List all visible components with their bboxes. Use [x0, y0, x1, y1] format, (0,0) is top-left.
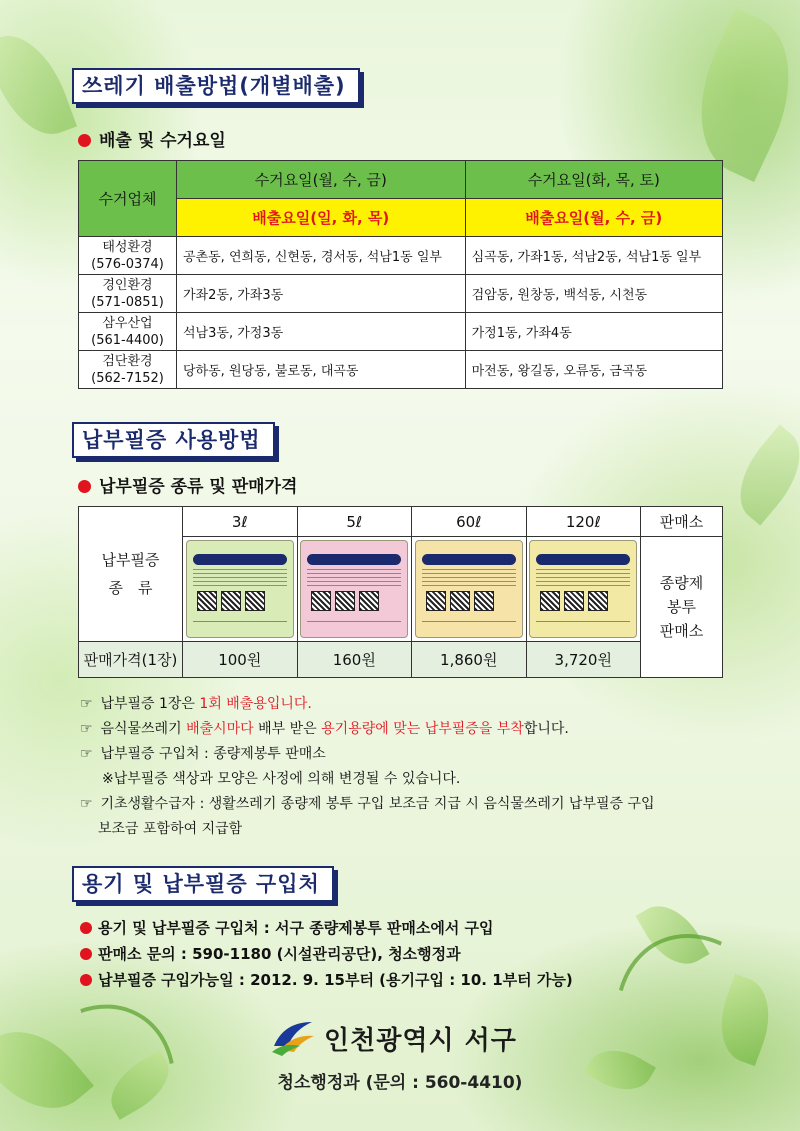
- ticket-image-cell: [297, 537, 412, 642]
- group2-area-cell: 마전동, 왕길동, 오류동, 금곡동: [465, 351, 722, 389]
- price-row: [79, 642, 723, 678]
- list-item: 판매소 문의 : 590-1180 (시설관리공단), 청소행정과: [80, 941, 573, 967]
- note-item: ☞ 음식물쓰레기 배출시마다 배부 받은 용기용량에 맞는 납부필증을 부착합니다.: [80, 717, 740, 742]
- group1-area-cell: 당하동, 원당동, 불로동, 대곡동: [177, 351, 466, 389]
- decorative-leaf: [0, 23, 77, 147]
- section-title-purchase-place: 용기 및 납부필증 구입처: [72, 866, 334, 902]
- org-name: 인천광역시 서구: [324, 1026, 517, 1056]
- ticket-stamp-3l: [186, 540, 294, 638]
- seo-gu-logo-icon: [270, 1016, 316, 1056]
- ticket-stamp-60l: [415, 540, 523, 638]
- note-item-continued: 보조금 포함하여 지급함: [98, 821, 243, 837]
- purchase-info-list: [80, 915, 573, 993]
- section-title-ticket-usage: 납부필증 사용방법: [72, 422, 275, 458]
- seller-cell: 종량제 봉투 판매소: [641, 537, 723, 678]
- pointing-hand-icon: ☞: [80, 696, 93, 712]
- ticket-price-table: [78, 506, 723, 678]
- decorative-leaf: [722, 424, 800, 525]
- ticket-stamp-5l: [300, 540, 408, 638]
- firm-cell: 삼우산업 (561-4400): [79, 313, 177, 351]
- list-item: 용기 및 납부필증 구입처 : 서구 종량제봉투 판매소에서 구입: [80, 915, 573, 941]
- table-row: [79, 237, 723, 275]
- header-group1-collect: 수거요일(월, 수, 금): [177, 161, 466, 199]
- price-cell: 3,720원: [526, 642, 641, 678]
- pointing-hand-icon: ☞: [80, 796, 93, 812]
- header-group2-dispose: 배출요일(월, 수, 금): [465, 199, 722, 237]
- bullet-dot-icon: [80, 974, 92, 986]
- pointing-hand-icon: ☞: [80, 746, 93, 762]
- volume-header: 3ℓ: [183, 507, 298, 537]
- volume-header: 60ℓ: [412, 507, 527, 537]
- price-cell: 100원: [183, 642, 298, 678]
- row-label-kind: 납부필증 종 류: [79, 507, 183, 642]
- table-row: [79, 275, 723, 313]
- bullet-dot-icon: [78, 480, 91, 493]
- group1-area-cell: 공촌동, 연희동, 신현동, 경서동, 석남1동 일부: [177, 237, 466, 275]
- subtitle-ticket-types-text: 납부필증 종류 및 판매가격: [99, 477, 298, 497]
- firm-cell: 경인환경 (571-0851): [79, 275, 177, 313]
- group1-area-cell: 가좌2동, 가좌3동: [177, 275, 466, 313]
- volume-header: 120ℓ: [526, 507, 641, 537]
- decorative-leaf: [673, 8, 800, 182]
- group2-area-cell: 가정1동, 가좌4동: [465, 313, 722, 351]
- subtitle-schedule-text: 배출 및 수거요일: [99, 131, 226, 151]
- group2-area-cell: 심곡동, 가좌1동, 석남2동, 석남1동 일부: [465, 237, 722, 275]
- pointing-hand-icon: ☞: [80, 721, 93, 737]
- bullet-dot-icon: [78, 134, 91, 147]
- seller-header: 판매소: [641, 507, 723, 537]
- group1-area-cell: 석남3동, 가정3동: [177, 313, 466, 351]
- footer-contact: 청소행정과 (문의 : 560-4410): [277, 1073, 523, 1093]
- table-row: [79, 351, 723, 389]
- price-cell: 160원: [297, 642, 412, 678]
- usage-notes: [80, 692, 740, 842]
- header-group1-dispose: 배출요일(일, 화, 목): [177, 199, 466, 237]
- section-title-disposal-method: 쓰레기 배출방법(개별배출): [72, 68, 360, 104]
- bullet-dot-icon: [80, 922, 92, 934]
- note-subitem: ※납부필증 색상과 모양은 사정에 의해 변경될 수 있습니다.: [102, 771, 461, 787]
- ticket-image-cell: [526, 537, 641, 642]
- price-cell: 1,860원: [412, 642, 527, 678]
- group2-area-cell: 검암동, 원창동, 백석동, 시천동: [465, 275, 722, 313]
- subtitle-schedule: [78, 126, 226, 151]
- firm-cell: 검단환경 (562-7152): [79, 351, 177, 389]
- ticket-image-cell: [412, 537, 527, 642]
- subtitle-ticket-types: [78, 472, 297, 497]
- volume-header: 5ℓ: [297, 507, 412, 537]
- collection-schedule-table: [78, 160, 723, 389]
- header-group2-collect: 수거요일(화, 목, 토): [465, 161, 722, 199]
- note-item: ☞ 납부필증 1장은 1회 배출용입니다.: [80, 692, 740, 717]
- list-item: 납부필증 구입가능일 : 2012. 9. 15부터 (용기구입 : 10. 1부터 가능): [80, 967, 573, 993]
- firm-cell: 태성환경 (576-0374): [79, 237, 177, 275]
- ticket-stamp-120l: [529, 540, 637, 638]
- row-label-price: 판매가격(1장): [79, 642, 183, 678]
- bullet-dot-icon: [80, 948, 92, 960]
- decorative-vine: [0, 973, 209, 1131]
- header-firm: 수거업체: [79, 161, 177, 237]
- org-logo: [262, 1012, 552, 1062]
- note-item: ☞ 기초생활수급자 : 생활쓰레기 종량제 봉투 구입 보조금 지급 시 음식물쓰레기 납부필증 구입: [80, 792, 740, 817]
- note-item: ☞ 납부필증 구입처 : 종량제봉투 판매소: [80, 742, 740, 767]
- decorative-vine: [581, 904, 800, 1131]
- ticket-image-cell: [183, 537, 298, 642]
- table-row: [79, 313, 723, 351]
